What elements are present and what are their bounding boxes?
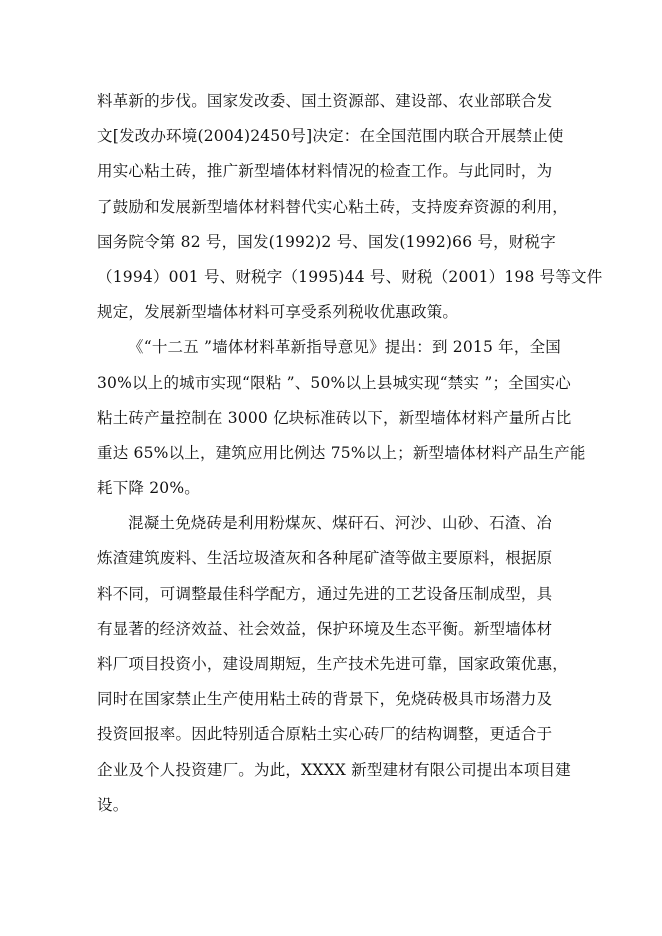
paragraph-policy — [97, 84, 603, 330]
text-line: 混凝土免烧砖是利用粉煤灰、煤矸石、河沙、山砂、石渣、冶 — [128, 514, 552, 533]
paragraph-targets — [97, 330, 586, 506]
text-line: 文[发改办环境(2004)2450号]决定：在全国范围内联合开展禁止使 — [97, 127, 564, 146]
text-line: 料不同，可调整最佳科学配方，通过先进的工艺设备压制成型，具 — [97, 584, 553, 603]
text-line: 料厂项目投资小，建设周期短，生产技术先进可靠，国家政策优惠， — [97, 655, 569, 673]
text-line: 企业及个人投资建厂。为此，XXXX 新型建材有限公司提出本项目建 — [97, 760, 571, 779]
document-body — [97, 84, 603, 823]
text-line: 30%以上的城市实现“限粘 ”、50%以上县城实现“禁实 ”；全国实心 — [97, 373, 571, 392]
text-line: 耗下降 20%。 — [97, 479, 200, 498]
text-line: 有显著的经济效益、社会效益，保护环境及生态平衡。新型墙体材 — [97, 619, 553, 638]
text-line: 设。 — [97, 795, 129, 814]
text-line: 同时在国家禁止生产使用粘土砖的背景下，免烧砖极具市场潜力及 — [97, 690, 553, 709]
paragraph-unfired-brick — [97, 506, 571, 823]
text-line: （1994）001 号、财税字（1995)44 号、财税（2001）198 号等文件 — [97, 267, 603, 286]
text-line: 料革新的步伐。国家发改委、国土资源部、建设部、农业部联合发 — [97, 92, 553, 110]
text-line: 了鼓励和发展新型墙体材料替代实心粘土砖，支持废弃资源的利用， — [97, 197, 569, 216]
text-line: 国务院令第 82 号，国发(1992)2 号、国发(1992)66 号，财税字 — [97, 232, 556, 251]
text-line: 重达 65%以上，建筑应用比例达 75%以上；新型墙体材料产品生产能 — [97, 443, 586, 462]
text-line: 用实心粘土砖，推广新型墙体材料情况的检查工作。与此同时，为 — [97, 162, 553, 181]
text-line: 炼渣建筑废料、生活垃圾渣灰和各种尾矿渣等做主要原料，根据原 — [97, 549, 553, 568]
text-line: 规定，发展新型墙体材料可享受系列税收优惠政策。 — [97, 303, 459, 322]
text-line: 粘土砖产量控制在 3000 亿块标准砖以下，新型墙体材料产量所占比 — [97, 408, 572, 427]
text-line: 《“十二五 ”墙体材料革新指导意见》提出：到 2015 年，全国 — [128, 338, 561, 357]
text-line: 投资回报率。因此特别适合原粘土实心砖厂的结构调整，更适合于 — [97, 725, 553, 744]
